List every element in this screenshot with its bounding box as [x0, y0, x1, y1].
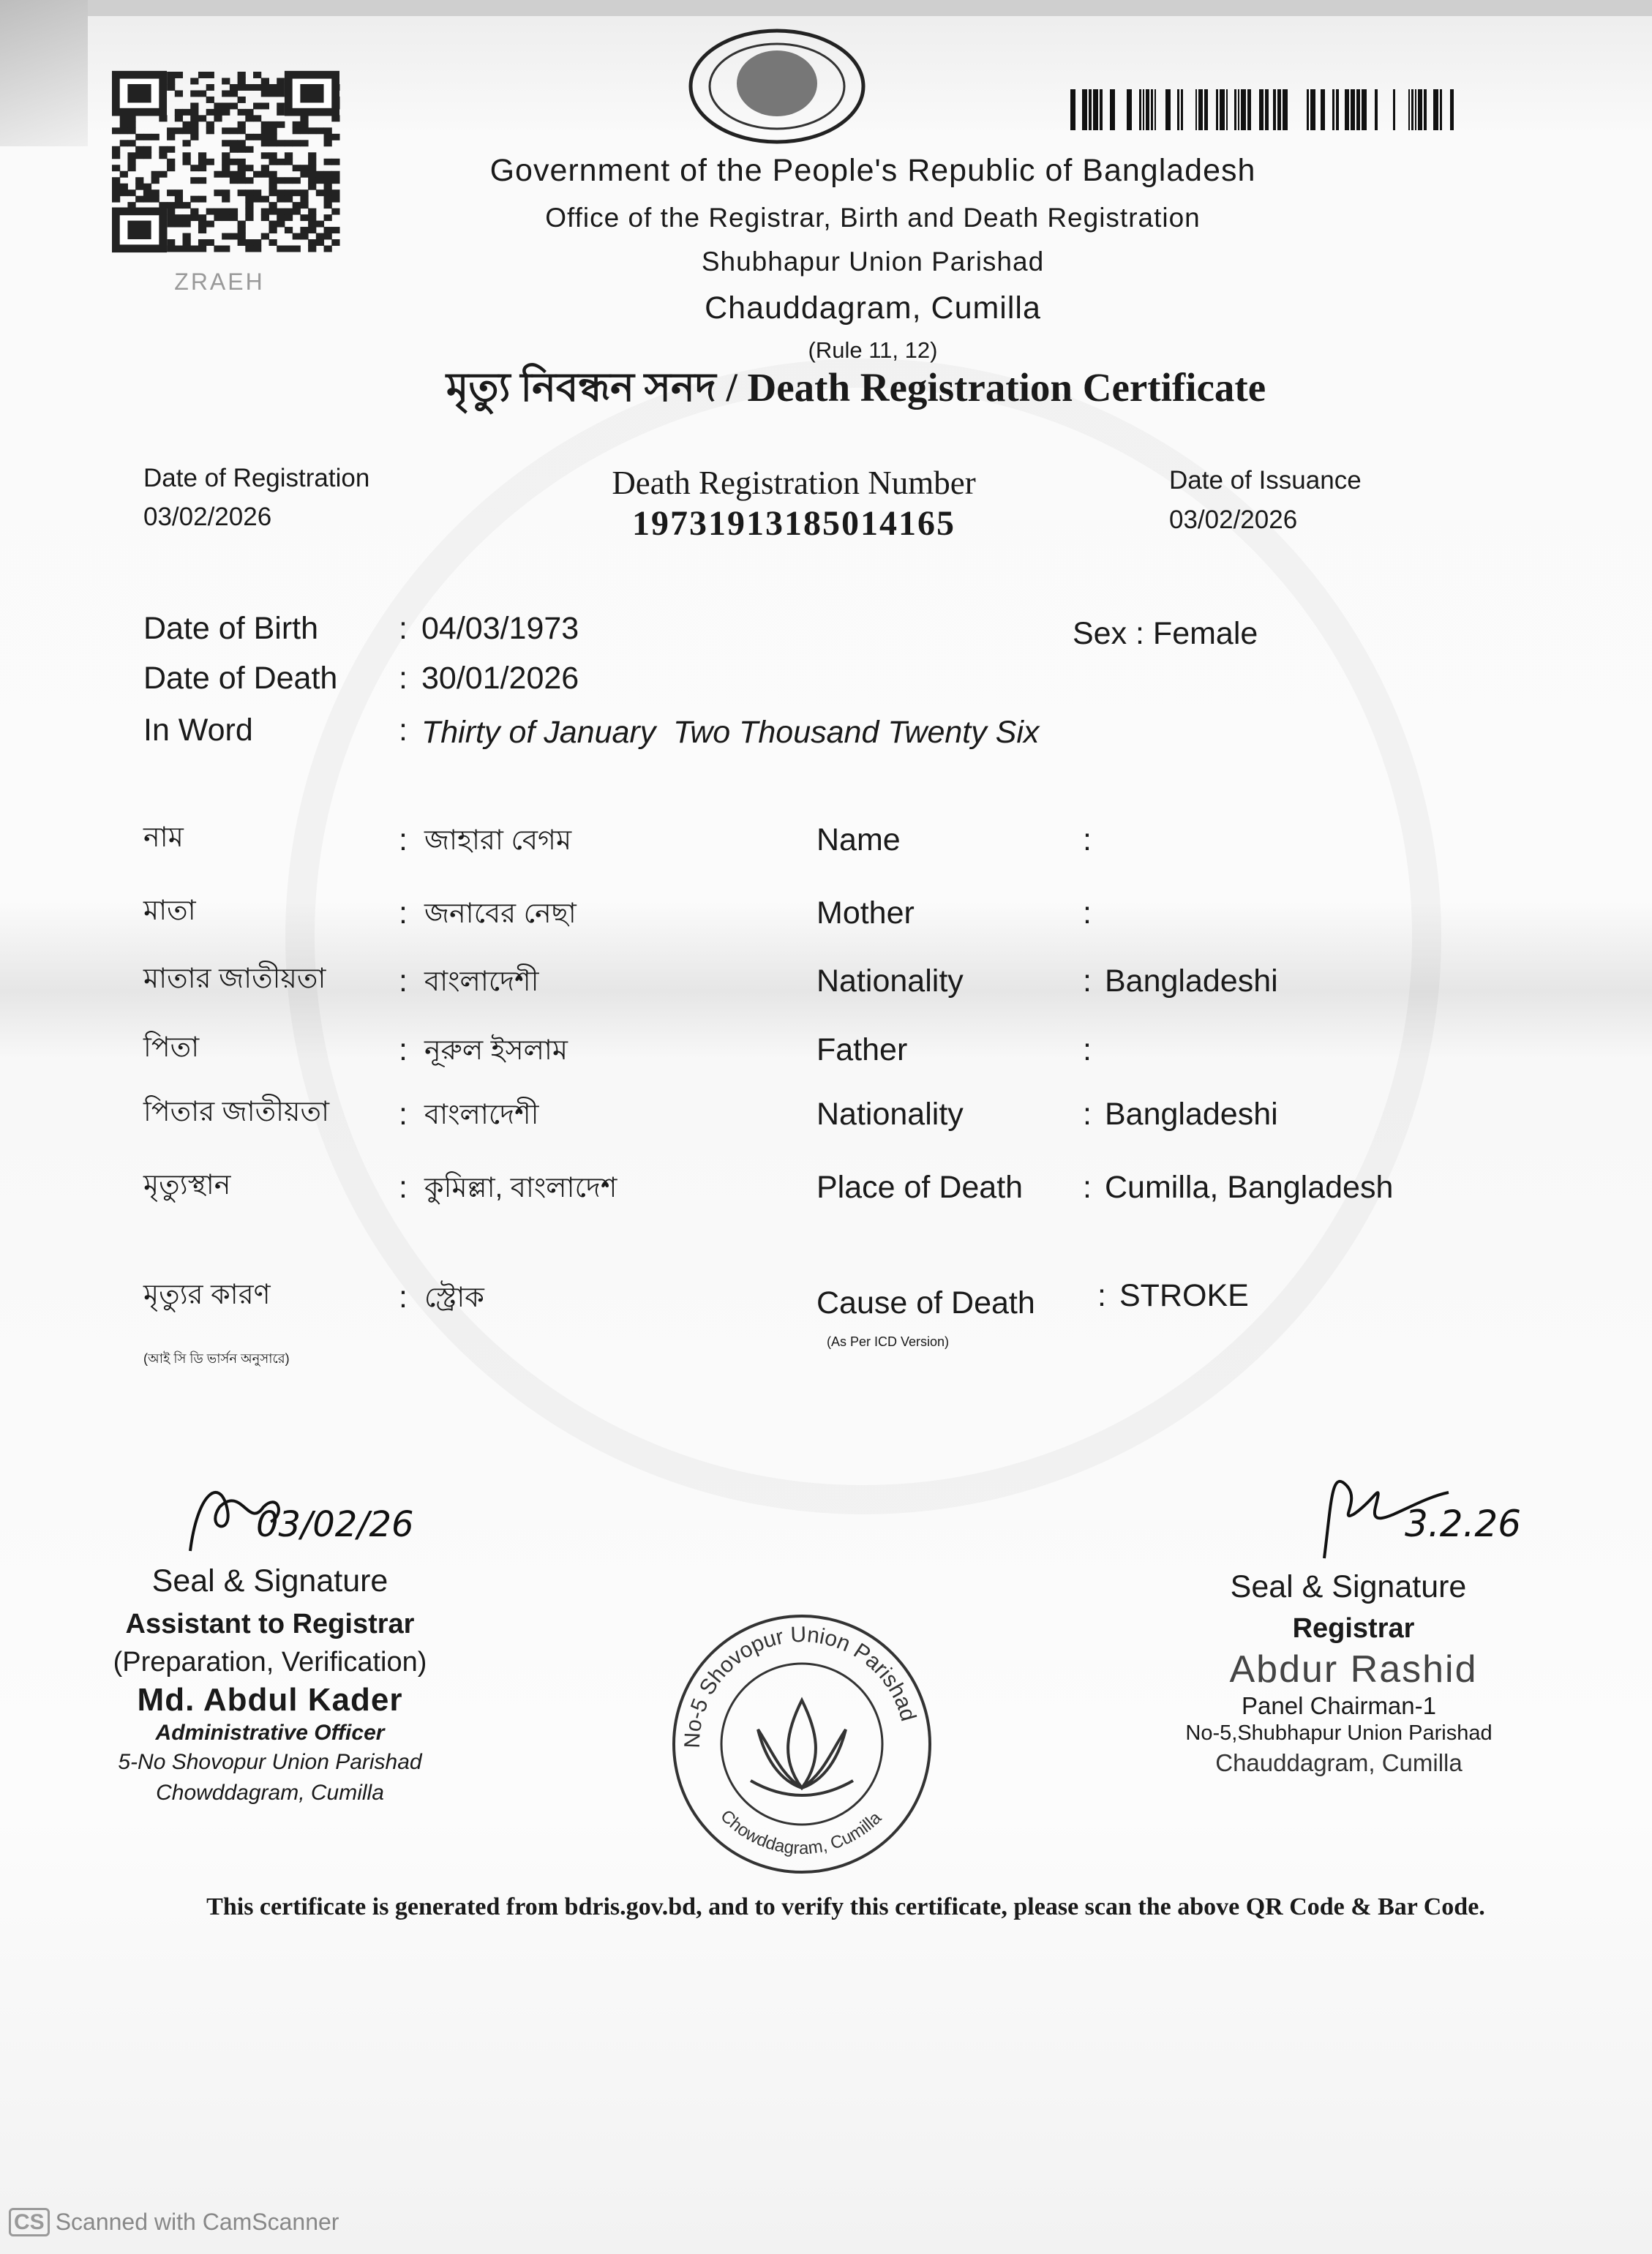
english-label: Name	[816, 822, 901, 857]
colon: :	[399, 713, 408, 748]
left-name: Md. Abdul Kader	[137, 1682, 403, 1718]
header-rule: (Rule 11, 12)	[808, 337, 938, 363]
dob-label: Date of Birth	[143, 611, 318, 646]
english-cause-note: (As Per ICD Version)	[827, 1334, 950, 1349]
handwritten-date: 3.2.26	[1405, 1503, 1522, 1545]
header-location: Chauddagram, Cumilla	[705, 290, 1041, 326]
english-label: Father	[816, 1032, 908, 1067]
header-office: Office of the Registrar, Birth and Death Registration	[545, 203, 1201, 233]
bangla-label: মাতার জাতীয়তা	[143, 963, 326, 994]
colon: :	[399, 1280, 408, 1315]
bangla-label: পিতা	[143, 1032, 200, 1063]
bangla-value: বাংলাদেশী	[424, 966, 539, 997]
left-seal-label: Seal & Signature	[151, 1563, 388, 1599]
bangla-value: বাংলাদেশী	[424, 1100, 539, 1130]
handwritten-signature-left	[176, 1463, 414, 1558]
english-label: Nationality	[816, 963, 964, 999]
date-of-registration-label: Date of Registration	[143, 464, 370, 492]
colon: :	[399, 963, 408, 999]
colon: :	[399, 1097, 408, 1132]
colon: :	[399, 895, 408, 931]
colon: :	[1083, 822, 1092, 857]
bangla-label: পিতার জাতীয়তা	[143, 1097, 329, 1127]
colon: :	[399, 1170, 408, 1205]
bangla-label: মাতা	[143, 895, 196, 926]
bangla-value: কুমিল্লা, বাংলাদেশ	[424, 1173, 617, 1203]
dod-label: Date of Death	[143, 661, 338, 696]
svg-text:Chowddagram, Cumilla	[716, 1806, 885, 1858]
date-of-registration-value: 03/02/2026	[143, 503, 272, 531]
camscanner-watermark	[9, 2208, 339, 2236]
colon: :	[1083, 1032, 1092, 1067]
footer-note: This certificate is generated from bdris.gov.bd, and to verify this certificate, please scan the above QR Code & Bar Code.	[206, 1893, 1485, 1920]
bangla-label: মৃত্যুস্থান	[143, 1170, 231, 1201]
colon: :	[399, 611, 408, 646]
date-of-issuance-label: Date of Issuance	[1169, 466, 1362, 495]
date-of-issuance-value: 03/02/2026	[1169, 506, 1298, 534]
scan-shadow	[0, 0, 88, 146]
header-union: Shubhapur Union Parishad	[701, 247, 1045, 277]
bangla-value: জাহারা বেগম	[424, 825, 572, 856]
government-seal-icon	[688, 28, 866, 145]
right-name: Abdur Rashid	[1229, 1648, 1478, 1691]
colon: :	[1083, 1097, 1092, 1132]
registration-number-label: Death Registration Number	[612, 465, 976, 501]
bangla-label: নাম	[143, 822, 184, 853]
dob-value: 04/03/1973	[421, 611, 579, 646]
stamp-bottom-text: Chowddagram, Cumilla	[716, 1806, 886, 1859]
handwritten-signature-right	[1302, 1456, 1566, 1566]
bangla-label: মৃত্যুর কারণ	[143, 1280, 271, 1310]
english-label: Place of Death	[816, 1170, 1024, 1205]
left-designation: Administrative Officer	[155, 1721, 385, 1745]
english-value: Cumilla, Bangladesh	[1105, 1170, 1394, 1205]
left-role: Assistant to Registrar	[125, 1609, 415, 1639]
colon: :	[1083, 895, 1092, 931]
colon: :	[399, 661, 408, 696]
union-parishad-stamp-icon	[670, 1612, 934, 1876]
right-office: No-5,Shubhapur Union Parishad	[1185, 1721, 1493, 1745]
svg-text:No-5 Shovopur Union Parishad	[680, 1623, 920, 1748]
colon: :	[1083, 963, 1092, 999]
page-title: মৃত্যু নিবন্ধন সনদ / Death Registration Certificate	[446, 365, 1266, 410]
bangla-value: স্ট্রোক	[424, 1282, 484, 1313]
stamp-top-text: No-5 Shovopur Union Parishad	[680, 1622, 921, 1749]
english-value: Bangladeshi	[1105, 1097, 1278, 1132]
colon: :	[1083, 1170, 1092, 1205]
in-word-label: In Word	[143, 713, 253, 748]
bangla-value: নূরুল ইসলাম	[424, 1035, 568, 1066]
bangla-cause-note: (আই সি ডি ভার্সন অনুসারে)	[143, 1351, 290, 1366]
right-role: Registrar	[1292, 1613, 1415, 1644]
left-office: 5-No Shovopur Union Parishad	[118, 1750, 422, 1774]
colon: :	[399, 822, 408, 857]
right-designation: Panel Chairman-1	[1242, 1692, 1436, 1719]
dod-value: 30/01/2026	[421, 661, 579, 696]
qr-code-icon	[112, 72, 339, 252]
camscanner-logo-icon: CS	[9, 2208, 50, 2236]
camscanner-text: Scanned with CamScanner	[55, 2208, 339, 2235]
english-label: Cause of Death	[816, 1285, 1035, 1321]
right-place: Chauddagram, Cumilla	[1215, 1749, 1463, 1776]
scan-edge	[0, 0, 1652, 16]
english-label: Mother	[816, 895, 915, 931]
left-place: Chowddagram, Cumilla	[156, 1781, 384, 1805]
bangla-value: জনাবের নেছা	[424, 898, 577, 929]
english-label: Nationality	[816, 1097, 964, 1132]
sex-value: Sex : Female	[1073, 616, 1258, 651]
right-seal-label: Seal & Signature	[1230, 1569, 1467, 1604]
header-government: Government of the People's Republic of Bangladesh	[489, 153, 1256, 188]
colon: :	[399, 1032, 408, 1067]
english-value: Bangladeshi	[1105, 963, 1278, 999]
left-role2: (Preparation, Verification)	[113, 1647, 427, 1678]
barcode-icon	[1067, 89, 1455, 130]
colon: :	[1097, 1278, 1106, 1313]
qr-caption: ZRAEH	[174, 268, 265, 295]
in-word-value: Thirty of January Two Thousand Twenty Six	[421, 715, 1040, 750]
registration-number-value: 19731913185014165	[632, 504, 955, 543]
handwritten-date: 03/02/26	[256, 1504, 414, 1545]
english-value: STROKE	[1119, 1278, 1249, 1313]
